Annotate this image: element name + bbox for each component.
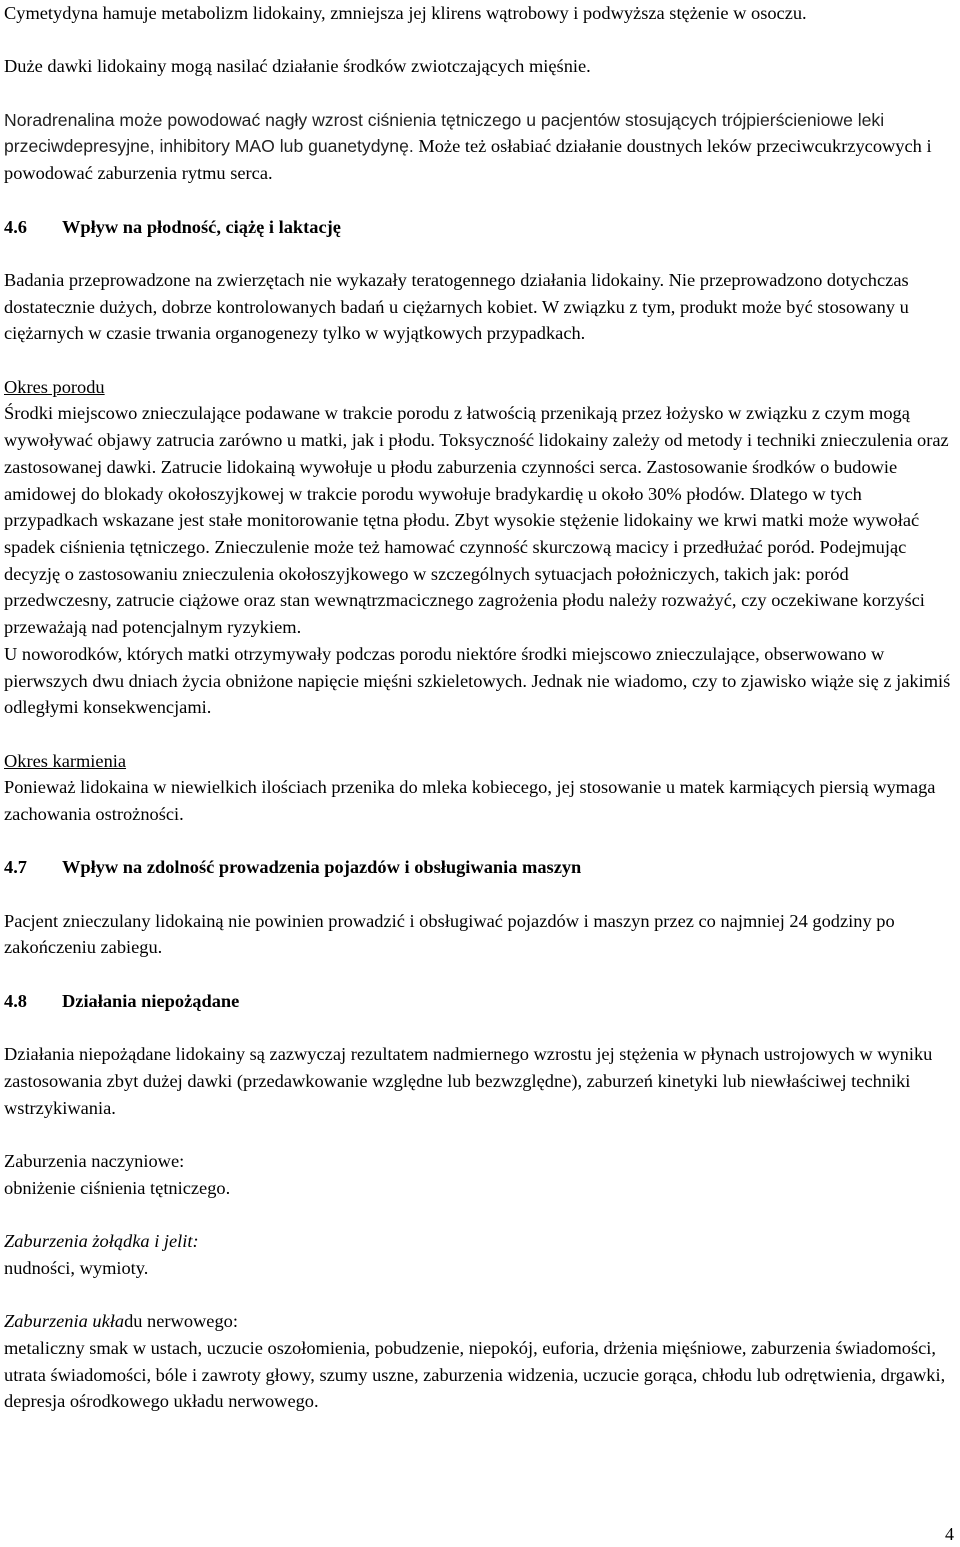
subheading-vascular: Zaburzenia naczyniowe: [4, 1151, 185, 1172]
subheading-nervous-italic: Zaburzenia ukła [4, 1311, 125, 1332]
page-number: 4 [945, 1524, 954, 1544]
section-number: 4.8 [4, 990, 27, 1011]
paragraph-noradrenaline-serif: Może też osłabiać działanie doustnych leków przeciwcukrzycowych i powodować zaburzenia rytmu serca. [4, 136, 932, 184]
paragraph-newborns: U noworodków, których matki otrzymywały podczas porodu niektóre środki miejscowo znieczulające, obserwowano w pierwszych dwu dniach życia obniżone napięcie mięśni szkieletowych. Jednak nie wiadomo, czy to zjawisko wiąże się z jakimiś odległymi konsekwencjami. [4, 643, 951, 718]
section-number: 4.7 [4, 857, 27, 878]
paragraph-cimetidine: Cymetydyna hamuje metabolizm lidokainy, zmniejsza jej klirens wątrobowy i podwyższa stężenie w osoczu. [4, 3, 807, 23]
section-title: Działania niepożądane [62, 990, 240, 1011]
section-heading-4-7 [4, 854, 956, 881]
document-page [4, 0, 956, 1415]
subheading-nervous-rest: du nerwowego: [124, 1311, 238, 1332]
paragraph-animal-studies: Badania przeprowadzone na zwierzętach nie wykazały teratogennego działania lidokainy. Nie przeprowadzono dotychczas dostatecznie dużych, dobrze kontrolowanych badań u ciężarnych kobiet. W związku z tym, produkt może być stosowany u ciężarnych w czasie trwania organogenezy tylko w wyjątkowych przypadkach. [4, 269, 909, 344]
section-heading-4-6 [4, 214, 956, 241]
paragraph-muscle-relaxants: Duże dawki lidokainy mogą nasilać działanie środków zwiotczających mięśnie. [4, 56, 591, 77]
paragraph-noradrenaline [4, 107, 956, 187]
subheading-labor: Okres porodu [4, 376, 105, 397]
subheading-nervous [4, 1308, 956, 1335]
section-title: Wpływ na płodność, ciążę i laktację [62, 216, 341, 237]
text-gastrointestinal: nudności, wymioty. [4, 1257, 149, 1278]
paragraph-adverse-effects: Działania niepożądane lidokainy są zazwyczaj rezultatem nadmiernego wzrostu jej stężenia w płynach ustrojowych w wyniku zastosowania zbyt dużej dawki (przedawkowanie względne lub bezwzględne), zaburzeń kinetyki lub niewłaściwej techniki wstrzykiwania. [4, 1044, 933, 1118]
paragraph-lactation: Ponieważ lidokaina w niewielkich ilościach przenika do mleka kobiecego, jej stosowanie u matek karmiących piersią wymaga zachowania ostrożności. [4, 777, 936, 824]
text-vascular: obniżenie ciśnienia tętniczego. [4, 1177, 231, 1198]
subheading-lactation: Okres karmienia [4, 750, 127, 771]
section-number: 4.6 [4, 216, 27, 237]
text-nervous: metaliczny smak w ustach, uczucie oszołomienia, pobudzenie, niepokój, euforia, drżenia mięśniowe, zaburzenia świadomości, utrata świadomości, bóle i zawroty głowy, szumy uszne, zaburzenia widzenia, uczucie gorąca, chłodu lub odrętwienia, drgawki, depresja ośrodkowego układu nerwowego. [4, 1337, 946, 1412]
paragraph-noradrenaline-sans: Noradrenalina może powodować nagły wzrost ciśnienia tętniczego u pacjentów stosujących trójpierścieniowe leki przeciwdepresyjne, inhibitory MAO lub guanetydynę. [4, 109, 885, 157]
subheading-gastrointestinal: Zaburzenia żołądka i jelit: [4, 1231, 199, 1252]
paragraph-labor: Środki miejscowo znieczulające podawane w trakcie porodu z łatwością przenikają przez łożysko w związku z czym mogą wywoływać objawy zatrucia zarówno u matki, jak i płodu. Toksyczność lidokainy zależy od metody i techniki znieczulenia oraz zastosowanej dawki. Zatrucie lidokainą wywołuje u płodu zaburzenia czynności serca. Zastosowanie środków o budowie amidowej do blokady okołoszyjkowej w trakcie porodu wywołuje bradykardię u około 30% płodów. Dlatego w tych przypadkach wskazane jest stałe monitorowanie tętna płodu. Zbyt wysokie stężenie lidokainy we krwi matki może wywołać spadek ciśnienia tętniczego. Znieczulenie może też hamować czynność skurczową macicy i przedłużać poród. Podejmując decyzję o zastosowaniu znieczulenia okołoszyjkowego w szczególnych sytuacjach położniczych, takich jak: poród przedwczesny, zatrucie ciążowe oraz stan wewnątrzmacicznego zagrożenia płodu należy rozważyć, czy oczekiwane korzyści przeważają nad potencjalnym ryzykiem. [4, 403, 949, 638]
section-heading-4-8 [4, 988, 956, 1015]
section-title: Wpływ na zdolność prowadzenia pojazdów i obsługiwania maszyn [62, 857, 582, 878]
paragraph-driving: Pacjent znieczulany lidokainą nie powinien prowadzić i obsługiwać pojazdów i maszyn przez co najmniej 24 godziny po zakończeniu zabiegu. [4, 910, 895, 958]
